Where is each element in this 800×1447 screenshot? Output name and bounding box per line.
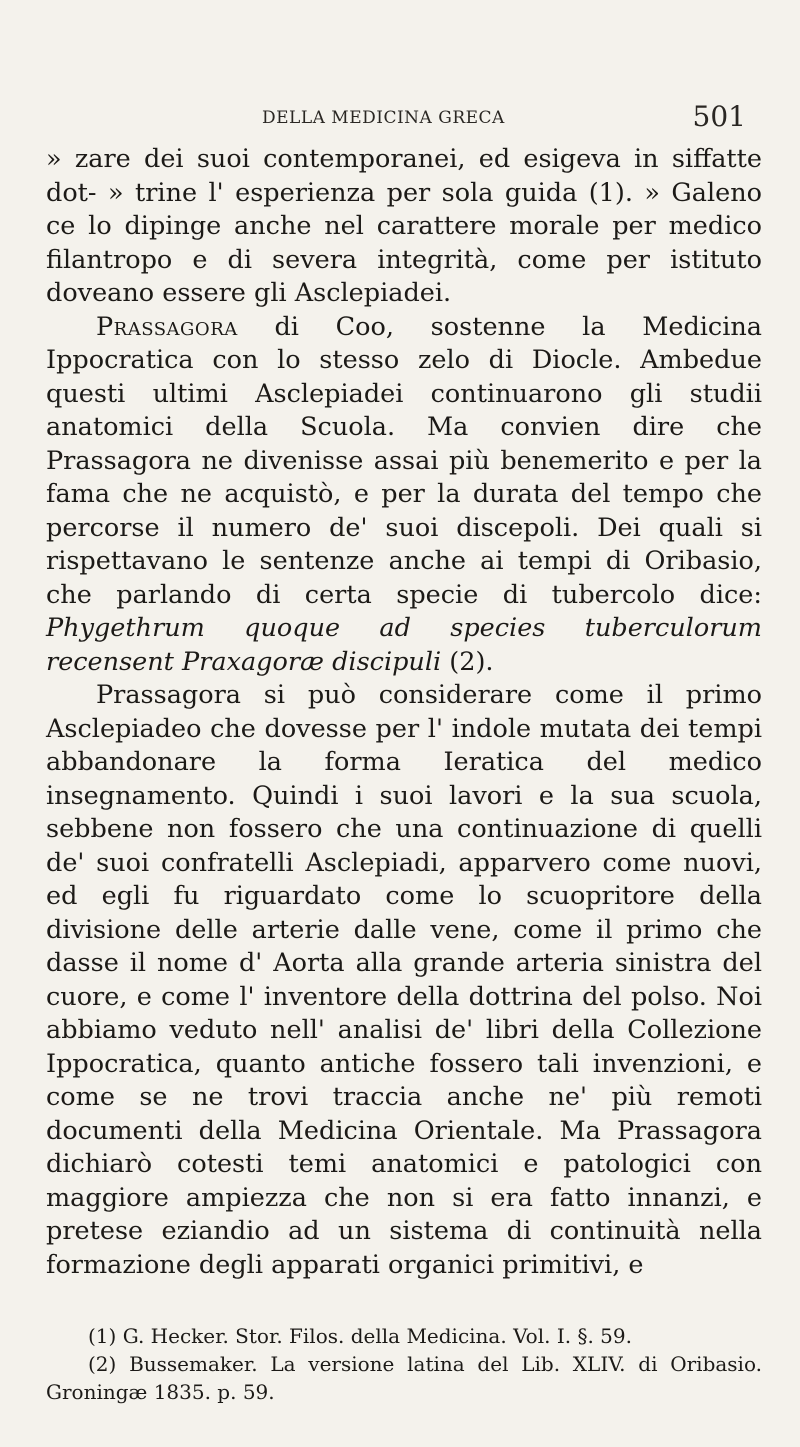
main-text [46,143,762,1282]
footnote-1: (1) G. Hecker. Stor. Filos. della Medicina. Vol. I. §. 59. [88,1324,632,1348]
footnote-2: (2) Bussemaker. La versione latina del Lib. XLIV. di Oribasio. Groningæ 1835. p. 59. [46,1352,762,1404]
footnotes [46,1322,762,1406]
paragraph-2-end: (2). [441,646,494,677]
paragraph-2 [46,311,762,680]
paragraph-1-text: » zare dei suoi contemporanei, ed esigeva in siffatte dot- » trine l' esperienza per sola guida (1). » Galeno ce lo dipinge anche nel carattere morale per medico filantropo e di severa integrità, come per istituto doveano essere gli Asclepiadei. [46,144,762,308]
paragraph-3-text: Prassagora si può considerare come il primo Asclepiadeo che dovesse per l' indole mutata dei tempi abbandonare la forma Ieratica del medico insegnamento. Quindi i suoi lavori e la sua scuola, sebbene non fossero che una continuazione di quelli de' suoi confratelli Asclepiadi, apparvero come nuovi, ed egli fu riguardato come lo scuopritore della divisione delle arterie dalle vene, come il primo che dasse il nome d' Aorta alla grande arteria sinistra del cuore, e come l' inventore della dottrina del polso. Noi abbiamo veduto nell' analisi de' libri della Collezione Ippocratica, quanto antiche fossero tali invenzioni, e come se ne trovi traccia anche ne' più remoti documenti della Medicina Orientale. Ma Prassagora dichiarò cotesti temi anatomici e patologici con maggiore ampiezza che non si era fatto innanzi, e pretese eziandio ad un sistema di continuità nella formazione degli apparati organici primitivi, e [46,680,762,1280]
name-prassagora: Prassagora [96,311,238,342]
paragraph-2-text: di Coo, sostenne la Medicina Ippocratica con lo stesso zelo di Diocle. Ambedue questi ultimi Asclepiadei continuarono gli studii anatomici della Scuola. Ma convien dire che Prassagora ne divenisse assai più benemerito e per la fama che ne acquistò, e per la durata del tempo che percorse il numero de' suoi discepoli. Dei quali si rispettavano le sentenze anche ai tempi di Oribasio, che parlando di certa specie di tubercolo dice: [46,311,762,610]
page-number: 501 [692,100,746,133]
latin-quote: Phygethrum quoque ad species tuberculorum recensent Praxagoræ discipuli [46,613,762,677]
paragraph-1 [46,143,762,311]
running-title: DELLA MEDICINA GRECA [262,108,505,128]
paragraph-3 [46,679,762,1282]
